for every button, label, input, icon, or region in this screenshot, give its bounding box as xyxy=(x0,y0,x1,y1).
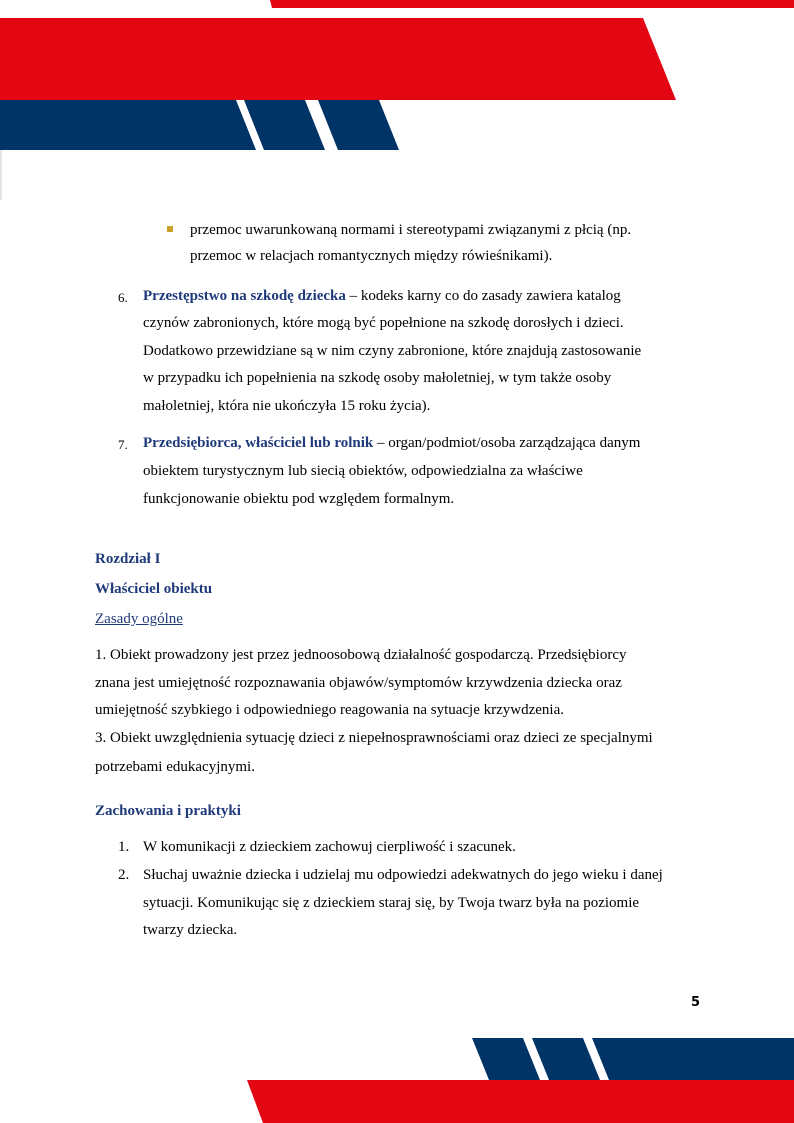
bullet-item-line-1: przemoc uwarunkowaną normami i stereotypami związanymi z płcią (np. xyxy=(190,222,632,238)
practice-2-line-3: twarzy dziecka. xyxy=(143,922,238,938)
item-6-line-3: Dodatkowo przewidziane są w nim czyny zabronione, które znajdują zastosowanie xyxy=(143,343,642,359)
practice-2-line-2: sytuacji. Komunikując się z dzieckiem staraj się, by Twoja twarz była na poziomie xyxy=(143,895,640,911)
item-6-line-5: małoletniej, która nie ukończyła 15 roku życia). xyxy=(143,398,431,414)
item-6-line-4: w przypadku ich popełnienia na szkodę osoby małoletniej, w tym także osoby xyxy=(143,370,612,386)
item-6-number: 6. xyxy=(118,290,128,305)
rule-1-line-1: 1. Obiekt prowadzony jest przez jednoosobową działalność gospodarczą. Przedsiębiorcy xyxy=(95,647,627,663)
item-6-term: Przestępstwo na szkodę dziecka xyxy=(143,288,346,304)
practice-2-number: 2. xyxy=(118,867,130,883)
item-6-line-2: czynów zabronionych, które mogą być popełnione na szkodę dorosłych i dzieci. xyxy=(143,315,624,331)
item-6-line-1 xyxy=(143,286,737,306)
practice-1-number: 1. xyxy=(118,839,130,855)
section-general-rules: Zasady ogólne xyxy=(95,611,183,627)
item-7-line-2: obiektem turystycznym lub siecią obiektów, odpowiedzialna za właściwe xyxy=(143,463,583,479)
practices-title: Zachowania i praktyki xyxy=(95,803,241,819)
rule-3-line-2: potrzebami edukacyjnymi. xyxy=(95,759,255,775)
item-6-line-1-rest: – kodeks karny co do zasady zawiera katalog xyxy=(345,288,621,304)
item-7-line-1 xyxy=(143,433,640,453)
bullet-item-line-2: przemoc w relacjach romantycznych między rówieśnikami). xyxy=(190,248,553,264)
rule-3-line-1: 3. Obiekt uwzględnienia sytuację dzieci z niepełnosprawnościami oraz dzieci ze specjalnymi xyxy=(95,730,653,746)
item-7-number: 7. xyxy=(118,437,128,452)
chapter-subtitle: Właściciel obiektu xyxy=(95,581,213,597)
bullet-marker xyxy=(167,226,173,232)
rule-1-line-3: umiejętność szybkiego i odpowiedniego reagowania na sytuacje krzywdzenia. xyxy=(95,702,565,718)
item-7-line-3: funkcjonowanie obiektu pod względem formalnym. xyxy=(143,491,455,507)
page-number: 5 xyxy=(691,995,701,1010)
chapter-title: Rozdział I xyxy=(95,551,161,567)
practice-1-line-1: W komunikacji z dzieckiem zachowuj cierpliwość i szacunek. xyxy=(143,839,516,855)
item-7-line-1-rest: – organ/podmiot/osoba zarządzająca danym xyxy=(373,435,641,451)
item-7-term: Przedsiębiorca, właściciel lub rolnik xyxy=(143,435,374,451)
rule-1-line-2: znana jest umiejętność rozpoznawania objawów/symptomów krzywdzenia dziecka oraz xyxy=(95,675,622,691)
practice-2-line-1: Słuchaj uważnie dziecka i udzielaj mu odpowiedzi adekwatnych do jego wieku i danej xyxy=(143,867,663,883)
